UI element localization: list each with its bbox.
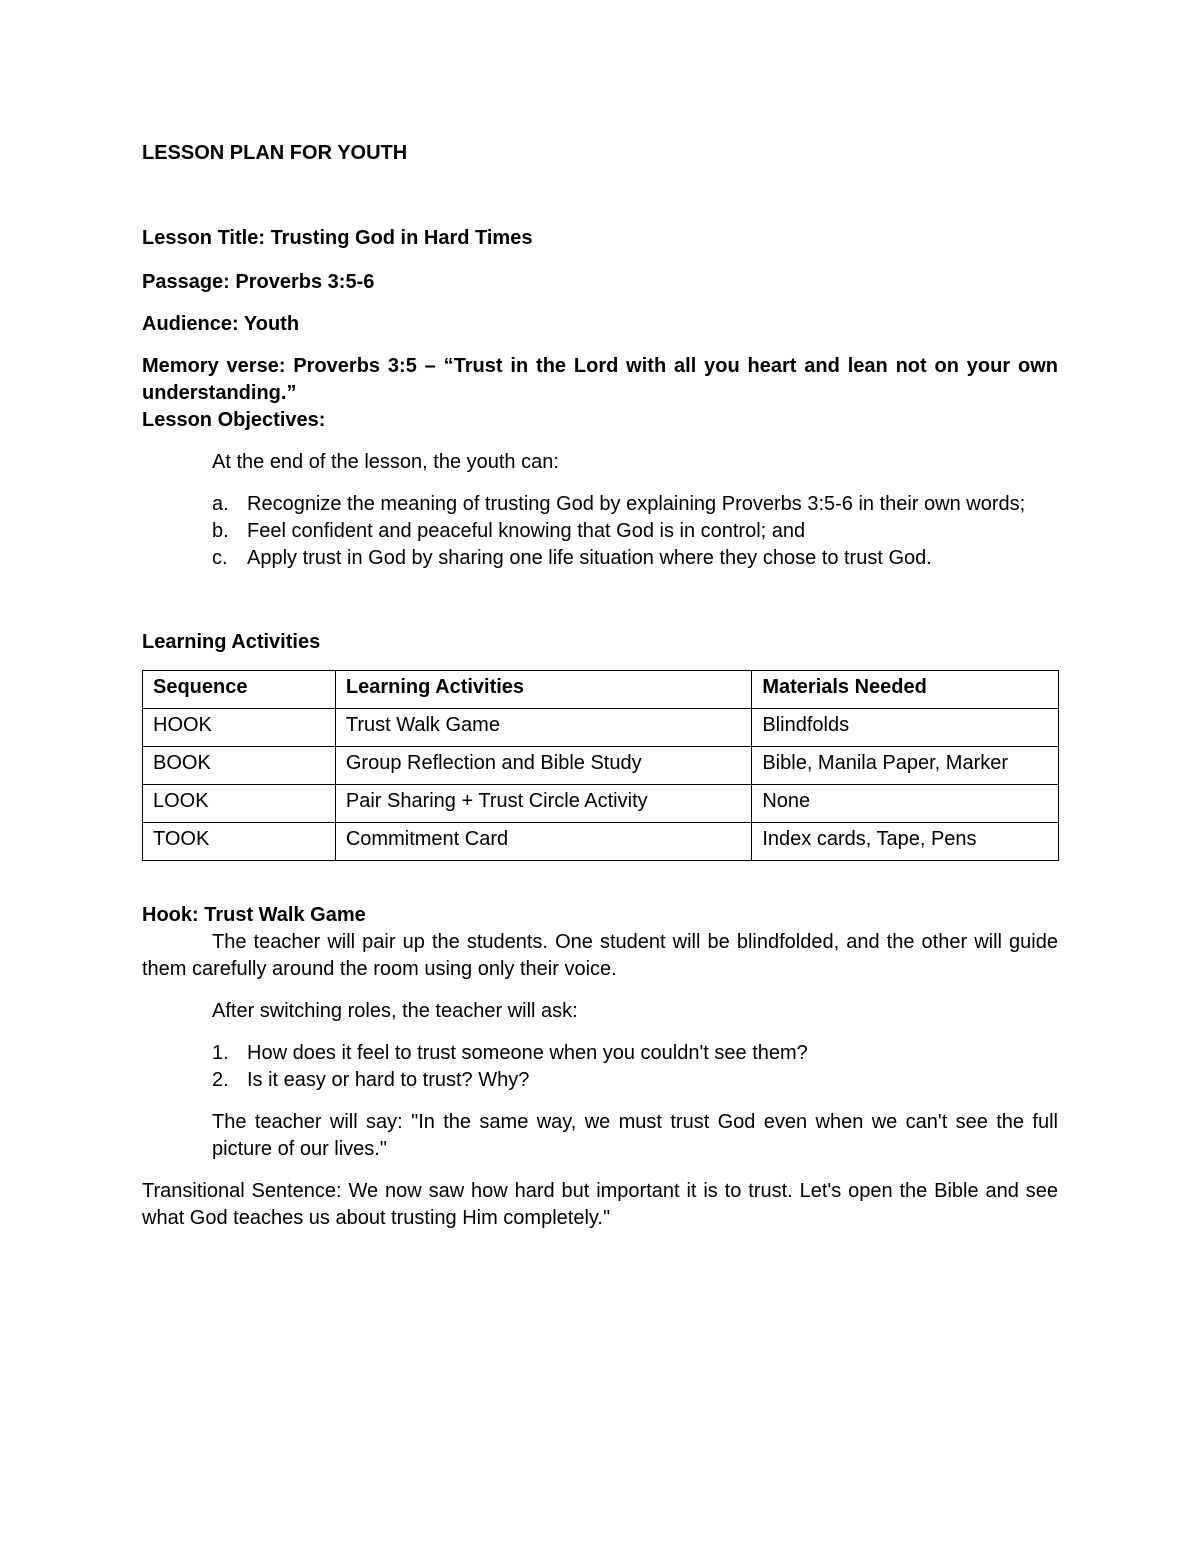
table-cell: Group Reflection and Bible Study: [335, 747, 751, 785]
table-cell: Trust Walk Game: [335, 709, 751, 747]
hook-paragraph: The teacher will pair up the students. One student will be blindfolded, and the other will guide them carefully around the room using only their voice.: [142, 931, 1058, 980]
passage-value: Proverbs 3:5-6: [235, 271, 375, 293]
objectives-list: [212, 491, 1058, 572]
question-text: Is it easy or hard to trust? Why?: [247, 1069, 530, 1091]
learning-activities-heading: Learning Activities: [142, 631, 321, 653]
question-marker: 2.: [212, 1069, 229, 1091]
table-cell: TOOK: [143, 823, 336, 861]
audience-field: [142, 311, 1058, 338]
hook-heading: Hook: Trust Walk Game: [142, 904, 366, 926]
memory-verse-label: Memory verse:: [142, 355, 286, 377]
lesson-title-field: [142, 225, 1058, 252]
objective-text: Apply trust in God by sharing one life situation where they chose to trust God.: [247, 547, 932, 569]
document-body: [142, 140, 1058, 1232]
objective-text: Recognize the meaning of trusting God by explaining Proverbs 3:5-6 in their own words;: [247, 493, 1026, 515]
question-marker: 1.: [212, 1042, 229, 1064]
objectives-heading: Lesson Objectives:: [142, 409, 326, 431]
column-header: Sequence: [143, 671, 336, 709]
objective-item: [212, 518, 1058, 545]
column-header: Learning Activities: [335, 671, 751, 709]
question-item: [212, 1067, 1058, 1094]
teacher-says-text: The teacher will say: "In the same way, we must trust God even when we can't see the full picture of our lives.": [212, 1111, 1058, 1160]
objective-text: Feel confident and peaceful knowing that God is in control; and: [247, 520, 806, 542]
table-row: [143, 823, 1059, 861]
table-cell: Blindfolds: [752, 709, 1059, 747]
objective-marker: c.: [212, 547, 228, 569]
objective-item: [212, 545, 1058, 572]
learning-activities-table: [142, 670, 1059, 861]
transitional-sentence: Transitional Sentence: We now saw how hard but important it is to trust. Let's open the Bible and see what God teaches us about trusting Him completely.": [142, 1180, 1058, 1229]
objective-marker: b.: [212, 520, 229, 542]
passage-label: Passage:: [142, 271, 230, 293]
table-cell: LOOK: [143, 785, 336, 823]
table-row: [143, 785, 1059, 823]
table-cell: Bible, Manila Paper, Marker: [752, 747, 1059, 785]
table-cell: HOOK: [143, 709, 336, 747]
passage-field: [142, 269, 1058, 296]
objective-item: [212, 491, 1058, 518]
after-switch-text: After switching roles, the teacher will ask:: [212, 1000, 578, 1022]
table-row: [143, 709, 1059, 747]
table-cell: Index cards, Tape, Pens: [752, 823, 1059, 861]
table-cell: None: [752, 785, 1059, 823]
question-item: [212, 1040, 1058, 1067]
table-cell: Pair Sharing + Trust Circle Activity: [335, 785, 751, 823]
objective-marker: a.: [212, 493, 229, 515]
table-header-row: [143, 671, 1059, 709]
table-cell: Commitment Card: [335, 823, 751, 861]
memory-verse-field: [142, 353, 1058, 407]
table-cell: BOOK: [143, 747, 336, 785]
memory-verse-value: Proverbs 3:5 – “Trust in the Lord with all you heart and lean not on your own understanding.”: [142, 355, 1058, 404]
audience-label: Audience:: [142, 313, 239, 335]
audience-value: Youth: [243, 313, 300, 335]
document-title: LESSON PLAN FOR YOUTH: [142, 142, 408, 164]
objectives-intro: At the end of the lesson, the youth can:: [212, 451, 559, 473]
lesson-title-label: Lesson Title:: [142, 227, 265, 249]
question-text: How does it feel to trust someone when you couldn't see them?: [247, 1042, 808, 1064]
hook-questions-list: [212, 1040, 1058, 1094]
lesson-title-value: Trusting God in Hard Times: [270, 227, 533, 249]
column-header: Materials Needed: [752, 671, 1059, 709]
table-row: [143, 747, 1059, 785]
